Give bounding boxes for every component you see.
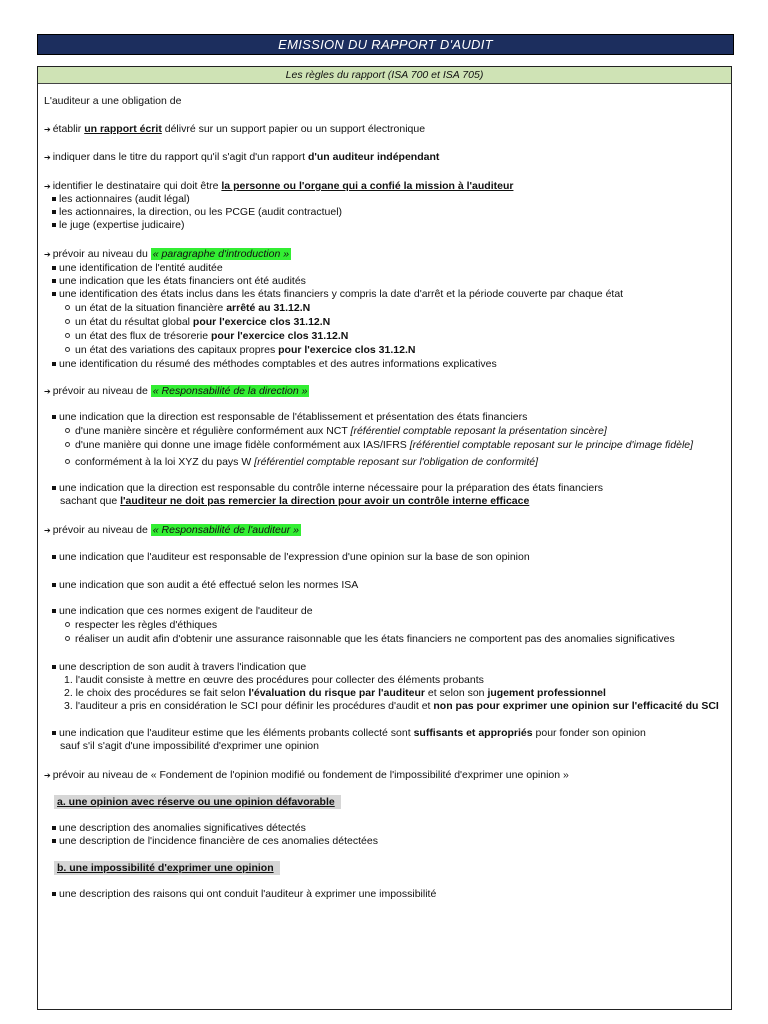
bullet-icon <box>52 362 56 366</box>
list-item: une indication que les états financiers ont été audités <box>52 275 306 288</box>
list-item: une description de son audit à travers l'indication que <box>52 661 306 674</box>
bullet-icon <box>52 210 56 214</box>
bullet-icon <box>52 223 56 227</box>
arrow-icon: ➔ <box>44 771 51 780</box>
rule-auditor-responsibility: ➔ prévoir au niveau de « Responsabilité de l'auditeur » <box>44 524 299 536</box>
list-item-continuation: sauf s'il s'agit d'une impossibilité d'exprimer une opinion <box>60 740 319 752</box>
list-item: une indication que la direction est responsable du contrôle interne nécessaire pour la préparation des états financiers <box>52 482 603 495</box>
circle-bullet-icon <box>65 305 70 310</box>
arrow-icon: ➔ <box>44 526 51 535</box>
sub-item: un état des variations des capitaux propres pour l'exercice clos 31.12.N <box>65 344 415 357</box>
rule-modified-opinion-basis: ➔ prévoir au niveau de « Fondement de l'opinion modifié ou fondement de l'impossibilité d'exprimer une opinion » <box>44 769 569 781</box>
sub-item: réaliser un audit afin d'obtenir une assurance raisonnable que les états financiers ne comportent pas des anomalies significatives <box>65 633 675 646</box>
list-item: une identification du résumé des méthodes comptables et des autres informations explicatives <box>52 358 497 371</box>
circle-bullet-icon <box>65 459 70 464</box>
bullet-icon <box>52 731 56 735</box>
bullet-icon <box>52 839 56 843</box>
list-item: une identification des états inclus dans les états financiers y compris la date d'arrêt et la période couverte par chaque état <box>52 288 623 301</box>
circle-bullet-icon <box>65 428 70 433</box>
circle-bullet-icon <box>65 319 70 324</box>
list-item: une identification de l'entité auditée <box>52 262 223 275</box>
bullet-icon <box>52 555 56 559</box>
arrow-icon: ➔ <box>44 153 51 162</box>
rule-report-title: ➔ indiquer dans le titre du rapport qu'il s'agit d'un rapport d'un auditeur indépendant <box>44 151 440 163</box>
rule-management-responsibility: ➔ prévoir au niveau de « Responsabilité de la direction » <box>44 385 308 397</box>
bullet-icon <box>52 279 56 283</box>
list-item: une indication que son audit a été effectué selon les normes ISA <box>52 579 358 592</box>
arrow-icon: ➔ <box>44 125 51 134</box>
circle-bullet-icon <box>65 442 70 447</box>
sub-item: un état du résultat global pour l'exercice clos 31.12.N <box>65 316 330 329</box>
circle-bullet-icon <box>65 333 70 338</box>
list-item: le juge (expertise judicaire) <box>52 219 184 232</box>
rule-written-report: ➔ établir un rapport écrit délivré sur un support papier ou un support électronique <box>44 123 426 135</box>
sub-item: un état des flux de trésorerie pour l'exercice clos 31.12.N <box>65 330 348 343</box>
list-item: une indication que la direction est responsable de l'établissement et présentation des états financiers <box>52 411 527 424</box>
list-item: une description des anomalies significatives détectés <box>52 822 306 835</box>
rules-frame <box>37 66 732 1010</box>
sub-item: respecter les règles d'éthiques <box>65 619 217 632</box>
bullet-icon <box>52 665 56 669</box>
bullet-icon <box>52 266 56 270</box>
list-item: les actionnaires (audit légal) <box>52 193 190 206</box>
numbered-item: 2. le choix des procédures se fait selon l'évaluation du risque par l'auditeur et selon son jugement professionnel <box>64 687 606 699</box>
sub-item: conformément à la loi XYZ du pays W [référentiel comptable reposant sur l'obligation de conformité] <box>65 456 538 469</box>
rule-introduction-paragraph: ➔ prévoir au niveau du « paragraphe d'introduction » <box>44 248 290 260</box>
bullet-icon <box>52 415 56 419</box>
numbered-item: 1. l'audit consiste à mettre en œuvre des procédures pour collecter des éléments probants <box>64 674 484 686</box>
list-item: une description des raisons qui ont conduit l'auditeur à exprimer une impossibilité <box>52 888 436 901</box>
numbered-item: 3. l'auditeur a pris en considération le SCI pour définir les procédures d'audit et non pas pour exprimer une opinion sur l'efficacité du SCI <box>64 700 719 712</box>
bullet-icon <box>52 583 56 587</box>
list-item: une description de l'incidence financière de ces anomalies détectées <box>52 835 378 848</box>
list-item: une indication que l'auditeur est responsable de l'expression d'une opinion sur la base de son opinion <box>52 551 530 564</box>
circle-bullet-icon <box>65 636 70 641</box>
rule-addressee: ➔ identifier le destinataire qui doit être la personne ou l'organe qui a confié la mission à l'auditeur <box>44 180 514 192</box>
list-item: une indication que l'auditeur estime que les éléments probants collecté sont suffisants et appropriés pour fonder son opinion <box>52 727 646 740</box>
section-subtitle: Les règles du rapport (ISA 700 et ISA 705) <box>38 67 731 84</box>
sub-item: d'une manière sincère et régulière conformément aux NCT [référentiel comptable reposant la présentation sincère] <box>65 425 607 438</box>
page-title: EMISSION DU RAPPORT D'AUDIT <box>37 34 734 55</box>
subheading-qualified-opinion: a. une opinion avec réserve ou une opinion défavorable <box>54 796 341 809</box>
arrow-icon: ➔ <box>44 387 51 396</box>
list-item-continuation: sachant que l'auditeur ne doit pas remercier la direction pour avoir un contrôle interne efficace <box>60 495 530 507</box>
bullet-icon <box>52 292 56 296</box>
bullet-icon <box>52 826 56 830</box>
list-item: une indication que ces normes exigent de l'auditeur de <box>52 605 313 618</box>
bullet-icon <box>52 892 56 896</box>
sub-item: un état de la situation financière arrêté au 31.12.N <box>65 302 310 315</box>
arrow-icon: ➔ <box>44 182 51 191</box>
circle-bullet-icon <box>65 347 70 352</box>
intro-line: L'auditeur a une obligation de <box>44 95 182 107</box>
sub-item: d'une manière qui donne une image fidèle conformément aux IAS/IFRS [référentiel comptable reposant sur le principe d'image fidèle] <box>65 439 693 452</box>
list-item: les actionnaires, la direction, ou les PCGE (audit contractuel) <box>52 206 342 219</box>
circle-bullet-icon <box>65 622 70 627</box>
bullet-icon <box>52 609 56 613</box>
arrow-icon: ➔ <box>44 250 51 259</box>
bullet-icon <box>52 486 56 490</box>
subheading-disclaimer: b. une impossibilité d'exprimer une opinion <box>54 862 280 875</box>
bullet-icon <box>52 197 56 201</box>
